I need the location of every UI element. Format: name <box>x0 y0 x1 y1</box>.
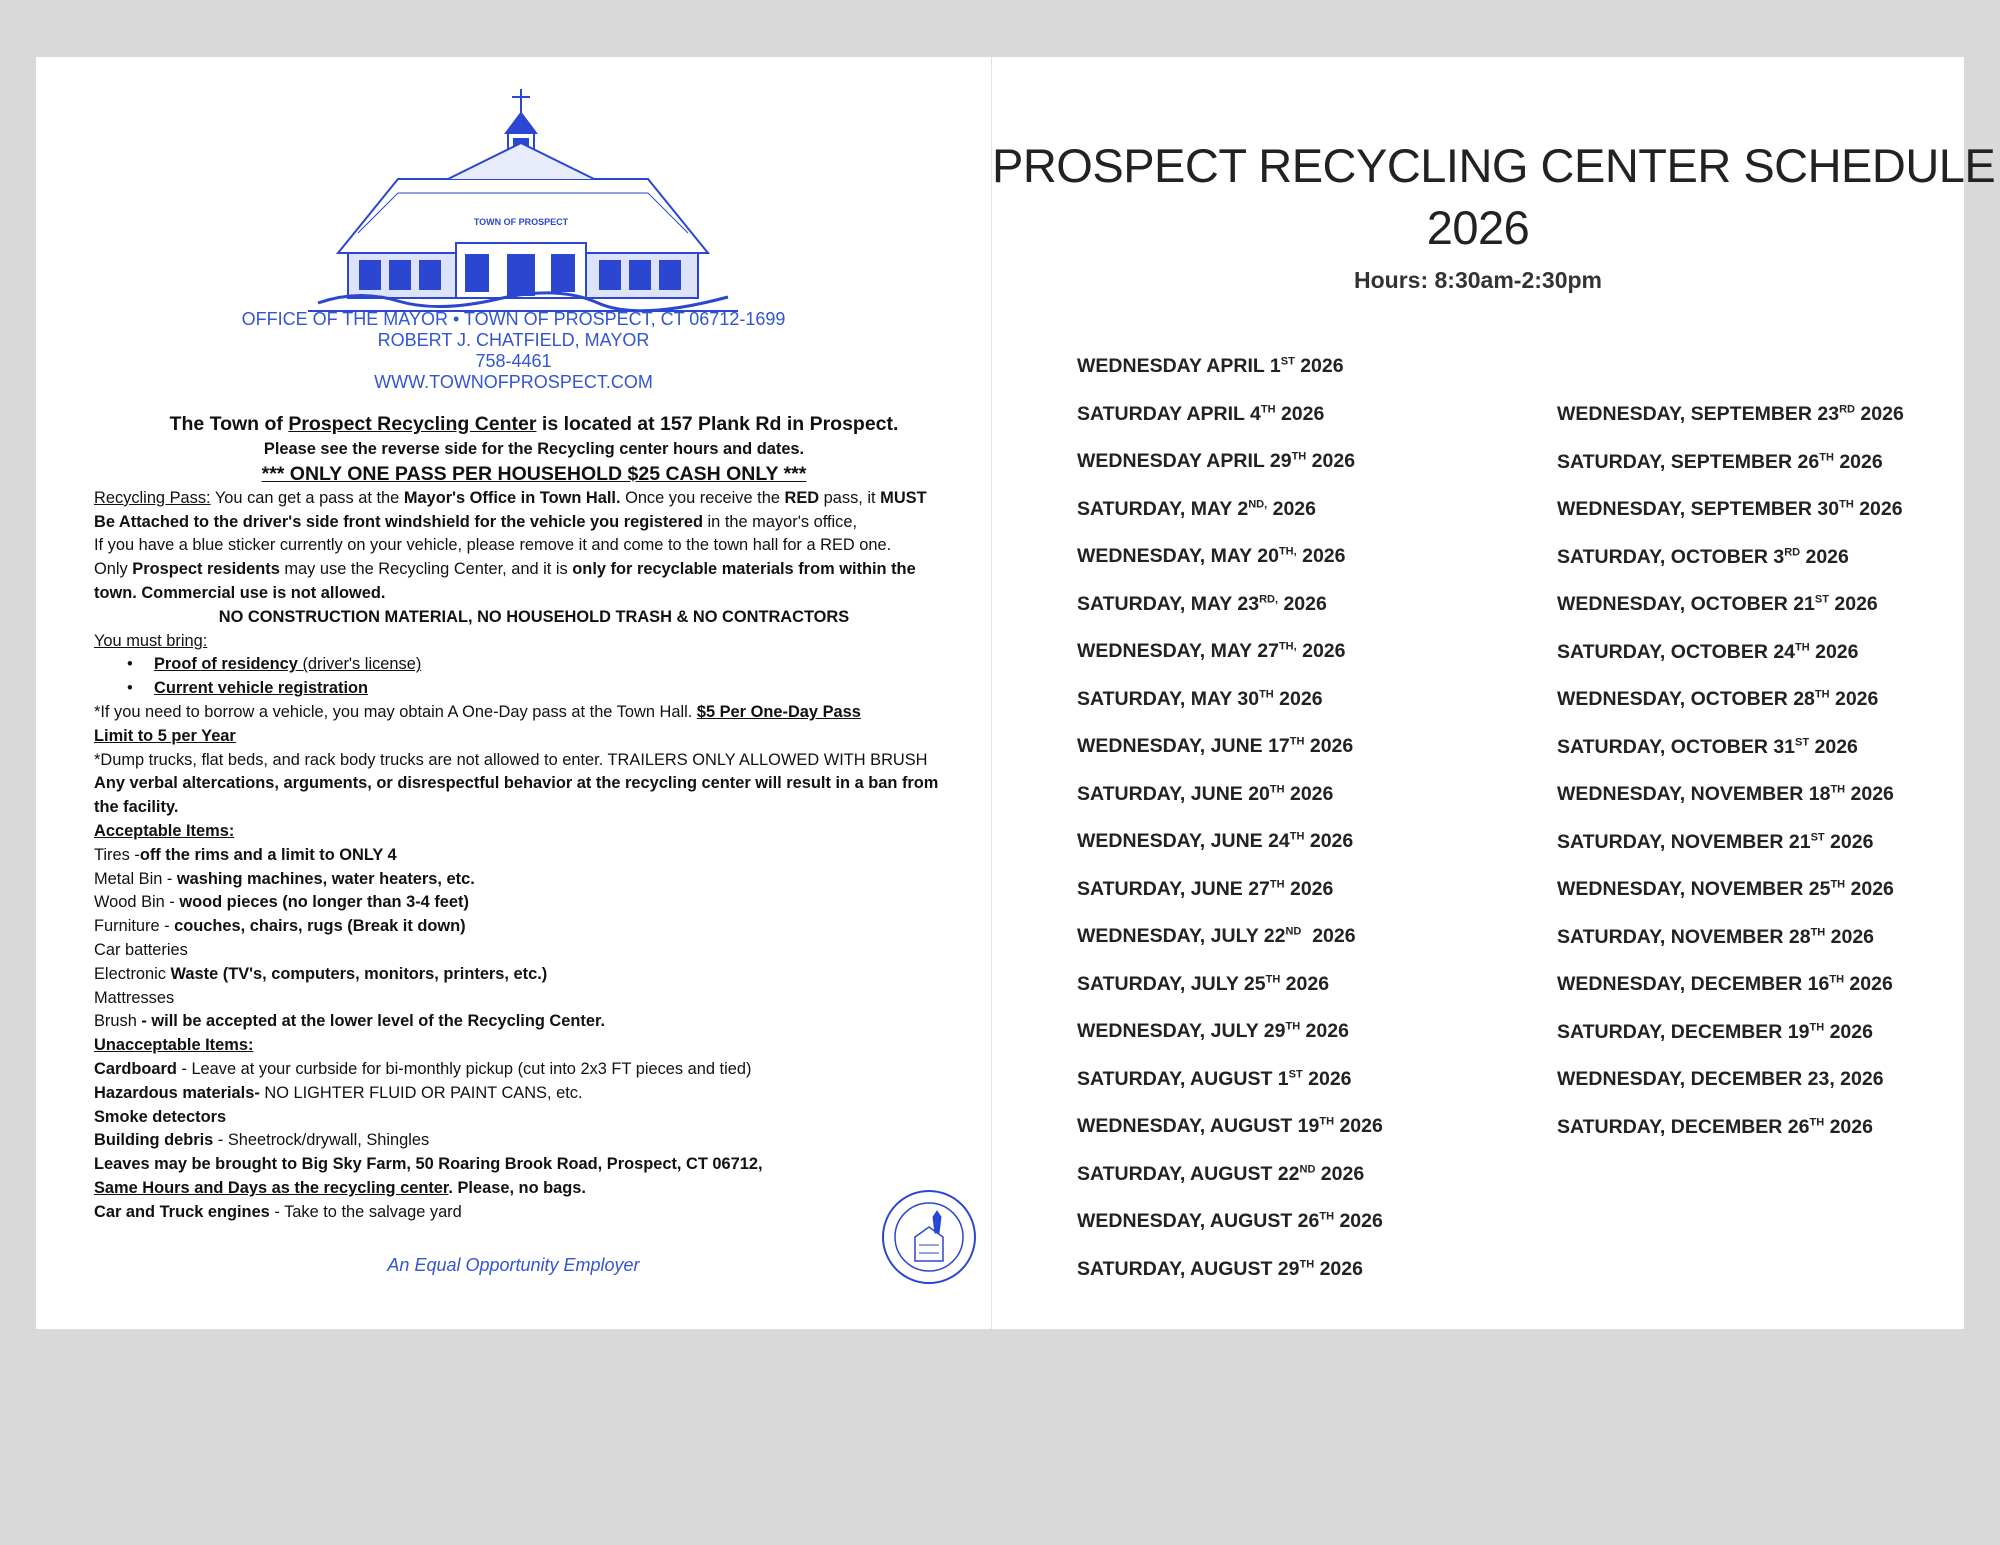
office-line: OFFICE OF THE MAYOR • TOWN OF PROSPECT, CT 06712-1699 <box>241 309 786 329</box>
borrow-vehicle-line: *If you need to borrow a vehicle, you may obtain A One-Day pass at the Town Hall. $5 Per One-Day Pass <box>94 702 861 721</box>
ban-line-2: the facility. <box>94 798 179 817</box>
schedule-date: SATURDAY, JULY 25TH 2026 <box>1077 972 1330 995</box>
schedule-date: WEDNESDAY, DECEMBER 23, 2026 <box>1557 1068 1884 1090</box>
schedule-date: WEDNESDAY, NOVEMBER 18TH 2026 <box>1557 783 1894 805</box>
schedule-date: WEDNESDAY, MAY $27^{TH,}$ 2026 <box>1077 640 1346 662</box>
mayor-line: ROBERT J. CHATFIELD, MAYOR <box>377 330 650 350</box>
building-sign: TOWN OF PROSPECT <box>473 217 569 227</box>
must-bring-list <box>94 653 974 701</box>
reverse-side-note: Please see the reverse side for the Recycling center hours and dates. <box>263 440 805 458</box>
schedule-date: SATURDAY, OCTOBER 31ST 2026 <box>1557 735 1858 758</box>
schedule-date: SATURDAY, MAY $2^{ND,}$ 2026 <box>1077 497 1316 520</box>
schedule-date: SATURDAY, MAY 30TH 2026 <box>1077 687 1323 710</box>
list-item: • Proof of residency (driver's license) <box>154 653 974 677</box>
website-link[interactable]: WWW.TOWNOFPROSPECT.COM <box>374 372 653 392</box>
list-item: Car batteries <box>94 940 188 959</box>
dump-trucks-line: *Dump trucks, flat beds, and rack body trucks are not allowed to enter. TRAILERS ONLY ALLOWED WITH BRUSH <box>94 750 928 769</box>
must-bring-heading: You must bring: <box>94 631 208 650</box>
schedule-date: WEDNESDAY, OCTOBER 28TH 2026 <box>1557 688 1879 710</box>
residents-line: Only Prospect residents may use the Recycling Center, and it is only for recyclable materials from within the <box>94 560 916 579</box>
ban-line: Any verbal altercations, arguments, or disrespectful behavior at the recycling center will result in a ban from <box>94 774 939 793</box>
schedule-date: SATURDAY, AUGUST 1ST 2026 <box>1077 1067 1352 1090</box>
schedule-date: WEDNESDAY, AUGUST 26TH 2026 <box>1077 1210 1383 1232</box>
letterhead <box>36 309 991 393</box>
schedule-date: SATURDAY, NOVEMBER 28TH 2026 <box>1557 925 1875 948</box>
same-hours-line: Same Hours and Days as the recycling center. Please, no bags. <box>94 1178 586 1197</box>
list-item: Furniture - couches, chairs, rugs (Break it down) <box>94 917 466 936</box>
date-list-right <box>1557 403 1904 1163</box>
schedule-date: WEDNESDAY APRIL 1ST 2026 <box>1077 355 1344 377</box>
leaves-line: Leaves may be brought to Big Sky Farm, 50 Roaring Brook Road, Prospect, CT 06712, <box>94 1155 763 1174</box>
schedule-date: SATURDAY, AUGUST 29TH 2026 <box>1077 1257 1363 1280</box>
schedule-date: WEDNESDAY, JULY 22ND 2026 <box>1077 925 1356 947</box>
date-list-left <box>1077 355 1383 1305</box>
info-page <box>36 57 991 1329</box>
schedule-date: SATURDAY, AUGUST 22ND 2026 <box>1077 1162 1365 1185</box>
schedule-date: WEDNESDAY, MAY $20^{TH,}$ 2026 <box>1077 545 1346 567</box>
schedule-date: SATURDAY, DECEMBER 19TH 2026 <box>1557 1020 1873 1043</box>
schedule-hours: Hours: 8:30am-2:30pm <box>1354 267 1602 293</box>
schedule-date: SATURDAY APRIL 4TH 2026 <box>1077 402 1325 425</box>
schedule-date: WEDNESDAY, JUNE 17TH 2026 <box>1077 735 1354 757</box>
equal-opportunity-note: An Equal Opportunity Employer <box>387 1255 640 1275</box>
schedule-date: WEDNESDAY, NOVEMBER 25TH 2026 <box>1557 878 1894 900</box>
schedule-date: SATURDAY, OCTOBER 3RD 2026 <box>1557 545 1849 568</box>
schedule-date: SATURDAY, JUNE 27TH 2026 <box>1077 877 1334 900</box>
schedule-page <box>992 57 1996 1329</box>
limit-line: Limit to 5 per Year <box>94 726 236 745</box>
schedule-date: SATURDAY, JUNE 20TH 2026 <box>1077 782 1334 805</box>
schedule-date: WEDNESDAY, OCTOBER 21ST 2026 <box>1557 593 1878 615</box>
schedule-date: WEDNESDAY, JULY 29TH 2026 <box>1077 1020 1349 1042</box>
list-item: Mattresses <box>94 988 175 1007</box>
schedule-date: SATURDAY, NOVEMBER 21ST 2026 <box>1557 830 1874 853</box>
list-item: • Current vehicle registration <box>154 677 974 701</box>
list-item: Metal Bin - washing machines, water heaters, etc. <box>94 869 475 888</box>
commercial-line: town. Commercial use is not allowed. <box>94 583 386 602</box>
schedule-date: WEDNESDAY, AUGUST 19TH 2026 <box>1077 1115 1383 1137</box>
list-item: Electronic Waste (TV's, computers, monitors, printers, etc.) <box>94 964 548 983</box>
blue-sticker-line: If you have a blue sticker currently on your vehicle, please remove it and come to the town hall for a RED one. <box>94 536 892 555</box>
schedule-date: WEDNESDAY, SEPTEMBER 30TH 2026 <box>1557 498 1903 520</box>
schedule-year: 2026 <box>1426 201 1530 254</box>
schedule-date: WEDNESDAY, JUNE 24TH 2026 <box>1077 830 1354 852</box>
list-item: Car and Truck engines - Take to the salvage yard <box>94 1202 462 1221</box>
windshield-line: Be Attached to the driver's side front windshield for the vehicle you registered in the mayor's office, <box>94 512 858 531</box>
list-item: Wood Bin - wood pieces (no longer than 3-4 feet) <box>94 893 469 912</box>
acceptable-heading: Acceptable Items: <box>94 821 235 840</box>
town-seal-icon <box>879 1187 979 1287</box>
schedule-date: WEDNESDAY, SEPTEMBER 23RD 2026 <box>1557 403 1904 425</box>
schedule-title <box>992 135 1996 259</box>
schedule-date: SATURDAY, SEPTEMBER 26TH 2026 <box>1557 450 1883 473</box>
no-construction-line: NO CONSTRUCTION MATERIAL, NO HOUSEHOLD TRASH & NO CONTRACTORS <box>218 607 850 626</box>
list-item: Smoke detectors <box>94 1107 227 1126</box>
list-item: Tires -off the rims and a limit to ONLY 4 <box>94 845 397 864</box>
schedule-date: WEDNESDAY APRIL 29TH 2026 <box>1077 450 1356 472</box>
schedule-date: SATURDAY, DECEMBER 26TH 2026 <box>1557 1115 1873 1138</box>
recycling-pass-line: Recycling Pass: You can get a pass at the Mayor's Office in Town Hall. Once you receive the RED pass, it MUST <box>94 488 927 507</box>
recycling-info <box>94 411 974 1225</box>
list-item: Cardboard - Leave at your curbside for bi-monthly pickup (cut into 2x3 FT pieces and tied) <box>94 1059 752 1078</box>
one-pass-notice: *** ONLY ONE PASS PER HOUSEHOLD $25 CASH ONLY *** <box>261 462 807 485</box>
list-item: Building debris - Sheetrock/drywall, Shingles <box>94 1131 430 1150</box>
schedule-date: SATURDAY, MAY $23^{RD,}$ 2026 <box>1077 592 1327 615</box>
schedule-date: SATURDAY, OCTOBER 24TH 2026 <box>1557 640 1859 663</box>
town-hall-icon <box>298 83 748 318</box>
list-item: Hazardous materials- NO LIGHTER FLUID OR PAINT CANS, etc. <box>94 1083 583 1102</box>
phone-number: 758-4461 <box>475 351 552 371</box>
list-item: Brush - will be accepted at the lower level of the Recycling Center. <box>94 1012 606 1031</box>
location-line: The Town of Prospect Recycling Center is located at 157 Plank Rd in Prospect. <box>169 413 899 435</box>
unacceptable-heading: Unacceptable Items: <box>94 1036 254 1055</box>
schedule-date: WEDNESDAY, DECEMBER 16TH 2026 <box>1557 973 1893 995</box>
schedule-title-line: PROSPECT RECYCLING CENTER SCHEDULE <box>992 139 1996 192</box>
